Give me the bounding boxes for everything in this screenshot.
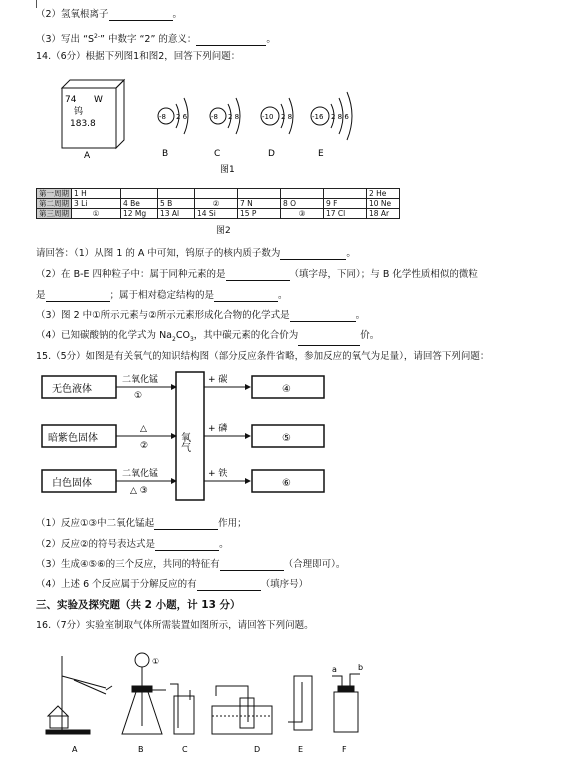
arrow1-top-label: 二氧化锰 bbox=[122, 375, 159, 385]
label-colorless-liquid: 无色液体 bbox=[52, 384, 92, 395]
table-cell: 3 Li bbox=[72, 199, 121, 209]
answer-blank[interactable] bbox=[280, 249, 346, 260]
table-cell: 4 Be bbox=[121, 199, 158, 209]
figure-label-c: C bbox=[214, 149, 221, 159]
figure-label-b: B bbox=[162, 149, 169, 159]
table-cell: 第一周期 bbox=[37, 189, 72, 199]
figure-label-e: E bbox=[318, 149, 324, 159]
apparatus-b-mark: ① bbox=[152, 657, 160, 666]
q14-q4c: ，其中碳元素的化合价为 bbox=[193, 330, 299, 341]
element-name: 钨 bbox=[74, 107, 84, 117]
element-number: 74 bbox=[65, 95, 77, 105]
q15-q2-end: 。 bbox=[219, 539, 229, 550]
atom-shells: 2 8 6 bbox=[331, 113, 349, 121]
q14-q4a: （4）已知碳酸钠的化学式为 Na bbox=[36, 330, 172, 341]
arrow6-label: + 铁 bbox=[208, 469, 228, 479]
arrow5-label: + 磷 bbox=[208, 424, 228, 434]
arrow3-bottom-label: △ ③ bbox=[130, 486, 148, 496]
arrow2-top-label: △ bbox=[140, 424, 147, 434]
table-cell: 12 Mg bbox=[121, 209, 158, 219]
q15-q4-end: （填序号） bbox=[260, 579, 309, 590]
table-cell bbox=[281, 189, 324, 199]
q14-q1-end: 。 bbox=[346, 248, 356, 259]
q14-q2-line2 bbox=[36, 290, 288, 302]
q15-q1-end: 作用； bbox=[218, 518, 247, 529]
table-cell: 8 O bbox=[281, 199, 324, 209]
q15-q4 bbox=[36, 579, 308, 591]
arrow3-top-label: 二氧化锰 bbox=[122, 469, 159, 479]
q15-q1 bbox=[36, 518, 247, 530]
table-cell: ② bbox=[195, 199, 238, 209]
q13-line3 bbox=[36, 31, 276, 46]
q14-q3 bbox=[36, 310, 365, 322]
q13-line3b: ” 中数字 “2” 的意义： bbox=[100, 34, 197, 46]
apparatus-label-e: E bbox=[298, 745, 304, 754]
answer-blank[interactable] bbox=[298, 335, 360, 346]
q14-q4-sub2: 3 bbox=[189, 335, 194, 343]
figure-label-d: D bbox=[268, 149, 275, 159]
q15-q3-end: （合理即可）。 bbox=[283, 559, 346, 570]
table-cell bbox=[121, 189, 158, 199]
apparatus-d bbox=[212, 686, 272, 734]
q15-title: 15.（5分）如图是有关氧气的知识结构图（部分反应条件省略，参加反应的氧气为足量），请回答下列问题： bbox=[36, 351, 490, 362]
arrow2-bottom-label: ② bbox=[140, 441, 149, 451]
apparatus-f-mark-a: a bbox=[332, 665, 337, 674]
figure-label-a: A bbox=[84, 151, 91, 161]
q14-q1 bbox=[36, 248, 356, 260]
table-cell: 10 Ne bbox=[367, 199, 400, 209]
answer-blank[interactable] bbox=[154, 519, 218, 530]
q14-q4b: CO bbox=[175, 330, 190, 341]
answer-blank[interactable] bbox=[290, 311, 356, 322]
q15-oxygen-diagram bbox=[36, 368, 336, 504]
table-cell: 17 Cl bbox=[324, 209, 367, 219]
q14-q4-end: 价。 bbox=[360, 330, 380, 341]
q14-q1-text: 请回答：（1）从图 1 的 A 中可知，钨原子的核内质子数为 bbox=[36, 248, 281, 259]
apparatus-label-f: F bbox=[342, 745, 347, 754]
q14-q4-sub1: 2 bbox=[172, 335, 176, 343]
q14-q2-end: 。 bbox=[278, 290, 288, 301]
q13-line3-sup: 2- bbox=[94, 33, 101, 40]
table-cell bbox=[324, 189, 367, 199]
q16-title: 16.（7分）实验室制取气体所需装置如图所示，请回答下列问题。 bbox=[36, 620, 314, 631]
table-cell: 第二周期 bbox=[37, 199, 72, 209]
apparatus-a bbox=[46, 656, 112, 734]
table-cell: 15 P bbox=[238, 209, 281, 219]
q15-q4-text: （4）上述 6 个反应属于分解反应的有 bbox=[36, 579, 197, 590]
q14-q2b: （填字母，下同）；与 B 化学性质相似的微粒 bbox=[289, 269, 478, 280]
figure2-caption: 图2 bbox=[216, 226, 231, 236]
apparatus-label-b: B bbox=[138, 745, 144, 754]
label-oxygen: 氧气 bbox=[178, 432, 190, 452]
table-cell: ③ bbox=[281, 209, 324, 219]
answer-blank[interactable] bbox=[226, 270, 290, 281]
table-row bbox=[37, 209, 400, 219]
atom-diagram-c bbox=[210, 98, 240, 159]
q13-line2-end: 。 bbox=[172, 9, 183, 20]
q14-figure1 bbox=[36, 76, 416, 176]
table-cell: 第三周期 bbox=[37, 209, 72, 219]
q14-q2-line1 bbox=[36, 269, 478, 281]
table-cell: 1 H bbox=[72, 189, 121, 199]
element-symbol: W bbox=[94, 95, 103, 105]
answer-blank[interactable] bbox=[109, 10, 173, 21]
table-cell: 9 F bbox=[324, 199, 367, 209]
table-cell bbox=[195, 189, 238, 199]
q13-line2 bbox=[36, 9, 182, 21]
apparatus-f bbox=[332, 674, 360, 732]
answer-blank[interactable] bbox=[155, 540, 219, 551]
atom-shells: 2 6 bbox=[176, 113, 188, 121]
q13-line2-text: （2）氢氧根离子 bbox=[36, 9, 109, 20]
arrow4-label: + 碳 bbox=[208, 375, 228, 385]
q15-q3-text: （3）生成④⑤⑥的三个反应，共同的特征有 bbox=[36, 559, 220, 570]
element-box-tungsten bbox=[62, 80, 124, 161]
q15-q2 bbox=[36, 539, 229, 551]
q14-title: 14.（6分）根据下列图1和图2，回答下列问题： bbox=[36, 51, 241, 62]
atom-nucleus: -8 bbox=[211, 113, 218, 121]
q14-q4 bbox=[36, 330, 379, 346]
answer-blank[interactable] bbox=[196, 35, 266, 46]
apparatus-label-a: A bbox=[72, 745, 78, 754]
answer-blank[interactable] bbox=[220, 560, 284, 571]
answer-blank[interactable] bbox=[197, 580, 261, 591]
table-cell: 7 N bbox=[238, 199, 281, 209]
q14-q2c: 是 bbox=[36, 290, 46, 301]
q13-line3a: （3）写出 “S bbox=[36, 34, 95, 46]
q15-q2-text: （2）反应②的符号表达式是 bbox=[36, 539, 156, 550]
q13-line3-end: 。 bbox=[266, 34, 276, 46]
page-corner-mark bbox=[36, 0, 37, 8]
section-heading: 三、实验及探究题（共 2 小题，计 13 分） bbox=[36, 599, 241, 611]
apparatus-b bbox=[122, 653, 166, 734]
periodic-table-fragment bbox=[36, 188, 400, 219]
table-cell: 13 Al bbox=[158, 209, 195, 219]
q15-q1-text: （1）反应①③中二氧化锰起 bbox=[36, 518, 155, 529]
table-row bbox=[37, 199, 400, 209]
label-purple-solid: 暗紫色固体 bbox=[48, 433, 98, 444]
table-cell: ① bbox=[72, 209, 121, 219]
atom-shells: 2 8 bbox=[281, 113, 293, 121]
answer-blank[interactable] bbox=[214, 291, 278, 302]
q15-q3 bbox=[36, 559, 345, 571]
atom-nucleus: -10 bbox=[262, 113, 274, 121]
apparatus-c bbox=[170, 684, 194, 734]
q14-q2d: ；属于相对稳定结构的是 bbox=[109, 290, 215, 301]
q14-q3-text: （3）图 2 中①所示元素与②所示元素形成化合物的化学式是 bbox=[36, 310, 290, 321]
table-cell: 5 B bbox=[158, 199, 195, 209]
table-cell: 18 Ar bbox=[367, 209, 400, 219]
q16-apparatus-figure bbox=[36, 646, 376, 758]
apparatus-e bbox=[288, 676, 312, 730]
answer-blank[interactable] bbox=[46, 291, 110, 302]
q14-q2a: （2）在 B-E 四种粒子中：属于同种元素的是 bbox=[36, 269, 226, 280]
table-cell: 2 He bbox=[367, 189, 400, 199]
atom-diagram-b bbox=[158, 98, 188, 159]
atom-nucleus: -16 bbox=[312, 113, 324, 121]
q14-q3-end: 。 bbox=[355, 310, 366, 321]
atom-diagram-d bbox=[261, 98, 293, 159]
atom-diagram-e bbox=[311, 92, 352, 159]
table-row bbox=[37, 189, 400, 199]
table-cell: 14 Si bbox=[195, 209, 238, 219]
label-product-4: ④ bbox=[282, 384, 291, 395]
apparatus-f-mark-b: b bbox=[358, 663, 364, 672]
apparatus-label-c: C bbox=[182, 745, 188, 754]
apparatus-label-d: D bbox=[254, 745, 261, 754]
element-mass: 183.8 bbox=[70, 119, 96, 129]
table-cell bbox=[238, 189, 281, 199]
table-cell bbox=[158, 189, 195, 199]
figure1-caption: 图1 bbox=[220, 165, 235, 175]
label-product-5: ⑤ bbox=[282, 433, 291, 444]
atom-shells: 2 8 bbox=[228, 113, 240, 121]
arrow1-bottom-label: ① bbox=[134, 391, 143, 401]
label-product-6: ⑥ bbox=[282, 478, 291, 489]
label-white-solid: 白色固体 bbox=[52, 478, 92, 489]
atom-nucleus: -8 bbox=[159, 113, 166, 121]
